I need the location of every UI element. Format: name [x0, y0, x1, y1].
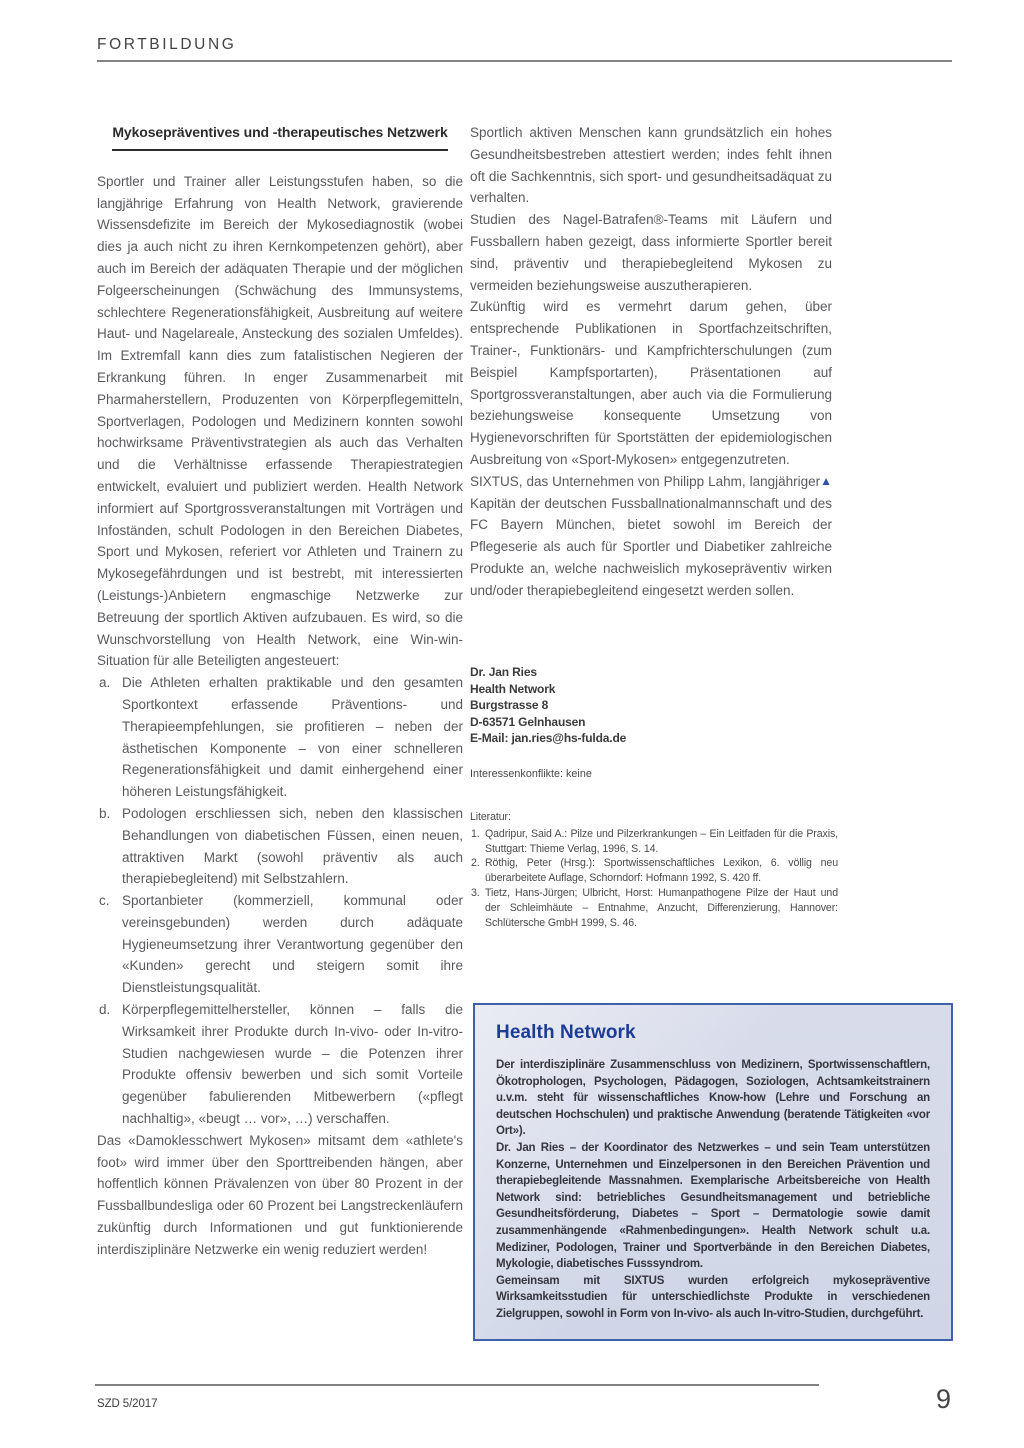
article-right-column [470, 122, 832, 602]
literature-item-text: Tietz, Hans-Jürgen; Ulbricht, Horst: Humanpathogene Pilze der Haut und der Schleimhäute – Entnahme, Anzucht, Differenzierung, Hannover: Schlütersche GmbH 1999, S. 46. [485, 886, 838, 929]
article-left-column [97, 122, 463, 1261]
header-rule [97, 60, 952, 62]
article-paragraph-text: SIXTUS, das Unternehmen von Philipp Lahm, langjähriger Kapitän der deutschen Fussballnationalmannschaft und des FC Bayern München, bietet sowohl im Bereich der Pflegeserie als auch für Sportler und Diabetiker zahlreiche Produkte an, welche nachweislich mykosepräventiv wirken und/oder therapiebegleitend eingesetzt werden sollen. [470, 473, 832, 598]
literature-item-number: 2. [471, 857, 480, 870]
literature-item [470, 886, 838, 930]
article-paragraph [470, 471, 832, 602]
list-item-text: Körperpflegemittelhersteller, können – falls die Wirksamkeit ihrer Produkte durch In-vivo- oder In-vitro-Studien nachgewiesen wurde – die Potenzen ihrer Produkte offensiv bewerben und sich somit Vorteile gegenüber fabulierenden Mitbewerbern («pflegt nachhaltig», «beugt … vor», …) verschaffen. [122, 1002, 463, 1127]
author-block [470, 664, 832, 747]
list-item-text: Die Athleten erhalten praktikable und den gesamten Sportkontext erfassende Präventions- und Therapieempfehlungen, sie profitieren – neben der ästhetischen Komponente – von einer schnelleren Regenerationsfähigkeit und damit einhergehend einer höheren Leistungsfähigkeit. [122, 675, 463, 800]
article-paragraph: Sportler und Trainer aller Leistungsstufen haben, so die langjährige Erfahrung von Health Network, gravierende Wissensdefizite im Bereich der Mykosediagnostik (wobei dies ja auch nicht zu ihren Kernkompetenzen gehört), aber auch im Bereich der adäquaten Therapie und der möglichen Folgeerscheinungen (Schwächung des Immunsystems, schlechtere Regenerationsfähigkeit, Ausbreitung auf weitere Haut- und Nagelareale, Ansteckung des sozialen Umfeldes). Im Extremfall kann dies zum fatalistischen Negieren der Erkrankung führen. In enger Zusammenarbeit mit Pharmaherstellern, Produzenten von Körperpflegemitteln, Sportverlagen, Podologen und Medizinern konnten sowohl hochwirksame Präventivstrategien als auch das Verhalten und die Verhältnisse erfassende Therapiestrategien entwickelt, evaluiert und publiziert werden. Health Network informiert auf Sportgrossveranstaltungen mit Vorträgen und Infoständen, schult Podologen in den Bereichen Diabetes, Sport und Mykosen, referiert vor Athleten und Trainern zu Mykosegefährdungen und ist bestrebt, mit interessierten (Leistungs-)Anbietern engmaschige Netzwerke zur Betreuung der sportlich Aktiven aufzubauen. Es wird, so die Wunschvorstellung von Health Network, eine Win-win-Situation für alle Beteiligten angesteuert: [97, 173, 463, 669]
page-number: 9 [936, 1384, 952, 1414]
footer-issue: SZD 5/2017 [97, 1398, 158, 1410]
article-title-wrap [97, 122, 463, 151]
literature-label: Literatur: [470, 811, 511, 823]
list-item-c [97, 890, 463, 999]
list-item-text: Sportanbieter (kommerziell, kommunal oder vereinsgebunden) werden durch adäquate Hygieneumsetzung ihrer Verantwortung gegenüber den «Kunden» gerecht und steigern somit ihre Dienstleistungsqualität. [122, 893, 463, 996]
infobox-paragraph: Dr. Jan Ries – der Koordinator des Netzwerkes – und sein Team unterstützen Konzerne, Unternehmen und Einzelpersonen in den Bereichen Prävention und therapiebegleitende Massnahmen. Exemplarische Arbeitsbereiche von Health Network sind: betriebliches Gesundheitsmanagement und betriebliche Gesundheitsförderung, Diabetes – Sport – Dermatologie sowie damit zusammenhängende «Rahmenbedingungen». Health Network schult u.a. Mediziner, Podologen, Trainer und Sportverbände in den Bereichen Diabetes, Mykologie, diabetisches Fusssyndrom. [496, 1141, 930, 1271]
literature-section [470, 810, 838, 930]
infobox-title: Health Network [496, 1022, 636, 1043]
footer-rule [95, 1384, 819, 1386]
literature-item [470, 827, 838, 857]
list-marker: c. [99, 893, 110, 909]
author-email: E-Mail: jan.ries@hs-fulda.de [470, 731, 627, 746]
author-street: Burgstrasse 8 [470, 698, 549, 713]
author-organisation: Health Network [470, 681, 556, 696]
author-city: D-63571 Gelnhausen [470, 714, 586, 729]
literature-item-text: Qadripur, Said A.: Pilze und Pilzerkrankungen – Ein Leitfaden für die Praxis, Stuttgart: Thieme Verlag, 1996, S. 14. [485, 827, 838, 855]
list-item-text: Podologen erschliessen sich, neben den klassischen Behandlungen von diabetischen Füssen, einen neuen, attraktiven Markt (sowohl präventiv als auch therapiebegleitend) mit Selbstzahlern. [122, 805, 463, 887]
article-end-triangle-icon: ▲ [820, 473, 832, 488]
author-name: Dr. Jan Ries [470, 665, 537, 679]
infobox-paragraph: Der interdisziplinäre Zusammenschluss von Medizinern, Sportwissenschaftlern, Ökotrophologen, Psychologen, Pädagogen, Soziologen, Achtsamkeitstrainern u.v.m. steht für wissenschaftliches Know-how (Lehre und Forschung an deutschen Hochschulen) und praktische Anwendung (beratende Tätigkeiten «vor Ort»). [496, 1059, 930, 1138]
infobox-paragraph: Gemeinsam mit SIXTUS wurden erfolgreich mykosepräventive Wirksamkeitsstudien für unterschiedlichste Produkte in verschiedenen Zielgruppen, sowohl in Form von In-vivo- als auch In-vitro-Studien, durchgeführt. [496, 1274, 930, 1320]
list-marker: d. [99, 1002, 111, 1018]
list-marker: a. [99, 675, 111, 691]
conflicts-note: Interessenkonflikte: keine [470, 768, 592, 780]
page-header: FORTBILDUNG [97, 36, 237, 53]
article-paragraph: Zukünftig wird es vermehrt darum gehen, über entsprechende Publikationen in Sportfachzeitschriften, Trainer-, Funktionärs- und Kampfrichterschulungen (zum Beispiel Kampfsportarten), Präsentationen auf Sportgrossveranstaltungen, aber auch via die Formulierung beziehungsweise konsequente Umsetzung von Hygienevorschriften für Sportstätten der epidemiologischen Ausbreitung von «Sport-Mykosen» entgegenzutreten. [470, 299, 832, 467]
literature-item-number: 3. [471, 886, 480, 899]
literature-item [470, 856, 838, 886]
article-title: Mykosepräventives und -therapeutisches Netzwerk [112, 122, 447, 151]
list-item-b [97, 803, 463, 890]
literature-item-text: Röthig, Peter (Hrsg.): Sportwissenschaftliches Lexikon, 6. völlig neu überarbeitete Auflage, Schorndorf: Hofmann 1992, S. 420 ff. [485, 857, 838, 885]
literature-item-number: 1. [471, 827, 480, 840]
article-paragraph: Studien des Nagel-Batrafen®-Teams mit Läufern und Fussballern haben gezeigt, dass informierte Sportler bereit sind, präventiv und therapiebegleitend Mykosen zu vermeiden beziehungsweise auszutherapieren. [470, 212, 832, 293]
list-item-a [97, 672, 463, 803]
list-marker: b. [99, 805, 111, 821]
article-paragraph: Das «Damoklesschwert Mykosen» mitsamt dem «athlete's foot» wird immer über den Sporttreibenden hängen, aber hoffentlich können Prävalenzen von über 80 Prozent in der Fussballbundesliga oder 60 Prozent bei Langstreckenläufern zukünftig durch Informationen und gut funktionierende interdisziplinäre Netzwerke ein wenig reduziert werden! [97, 1132, 463, 1257]
list-item-d [97, 999, 463, 1130]
article-paragraph: Sportlich aktiven Menschen kann grundsätzlich ein hohes Gesundheitsbestreben attestiert werden; indes fehlt ihnen oft die Sachkenntnis, sich sport- und gesundheitsadäquat zu verhalten. [470, 125, 832, 206]
infobox-health-network [473, 1003, 953, 1341]
